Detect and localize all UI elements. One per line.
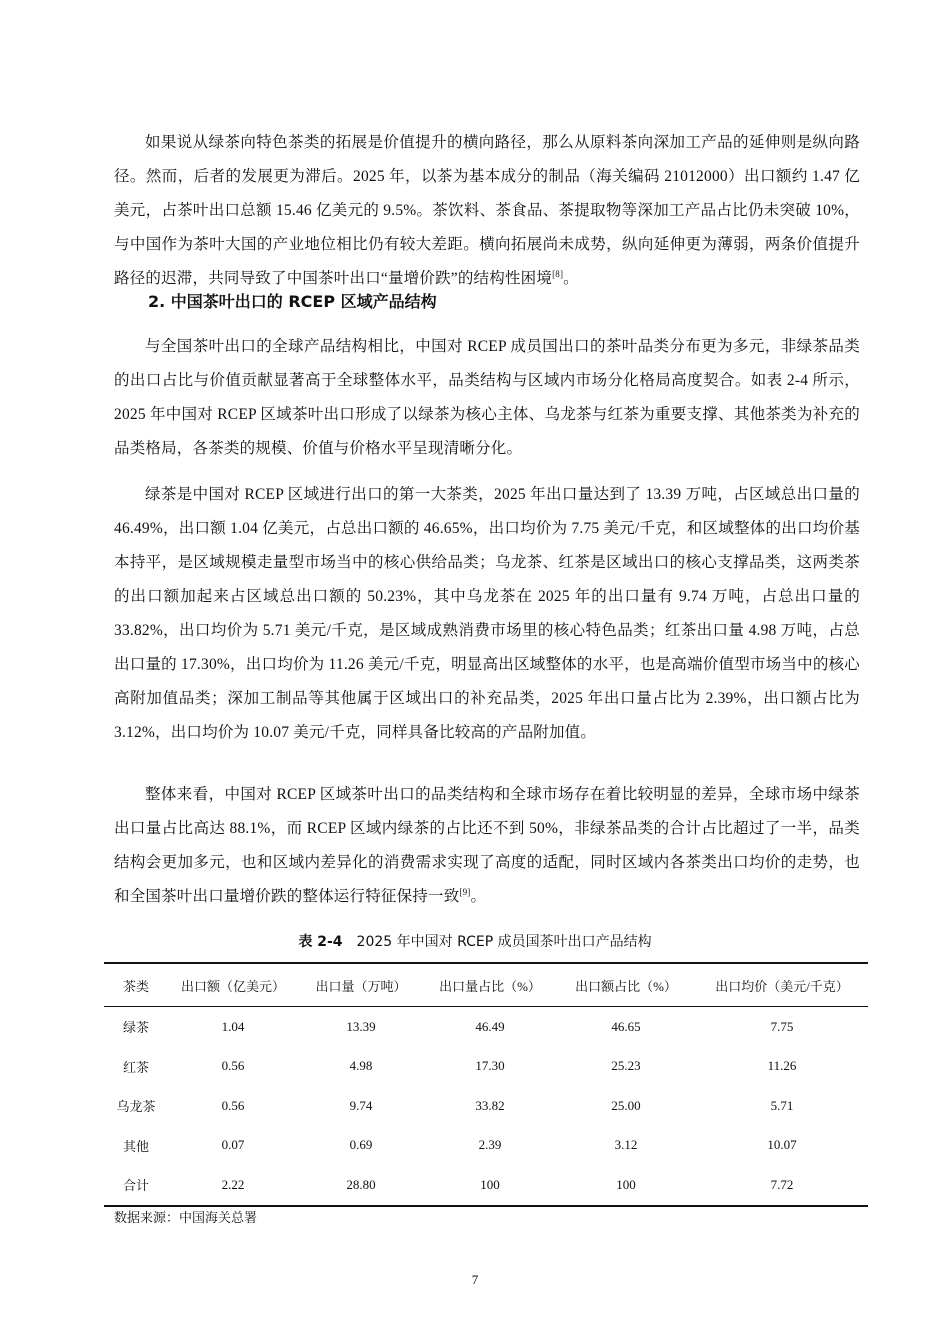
table-row bbox=[104, 1126, 868, 1166]
header-value-share: 出口额占比（%） bbox=[556, 963, 696, 1007]
table-cell: 乌龙茶 bbox=[116, 1099, 156, 1115]
table-cell: 4.98 bbox=[349, 1058, 373, 1074]
table-cell: 0.69 bbox=[349, 1137, 373, 1153]
paragraph-category-detail bbox=[114, 478, 860, 750]
citation-ref[interactable]: [9] bbox=[459, 887, 471, 897]
table-cell: 46.65 bbox=[611, 1018, 641, 1034]
table-cell: 46.49 bbox=[475, 1018, 505, 1034]
section-heading: 2. 中国茶叶出口的 RCEP 区域产品结构 bbox=[148, 292, 437, 311]
export-structure-table bbox=[104, 962, 868, 1207]
page-number: 7 bbox=[471, 1272, 479, 1287]
header-export-volume: 出口量（万吨） bbox=[298, 963, 424, 1007]
table-cell: 绿茶 bbox=[122, 1020, 149, 1036]
table-cell: 红茶 bbox=[122, 1059, 149, 1075]
paragraph-summary bbox=[114, 778, 860, 914]
paragraph-end: 。 bbox=[470, 888, 487, 905]
header-category: 茶类 bbox=[104, 963, 168, 1007]
table-cell: 其他 bbox=[122, 1138, 149, 1154]
table-cell: 28.80 bbox=[298, 1165, 424, 1206]
table-cell: 2.39 bbox=[478, 1137, 502, 1153]
paragraph-text: 绿茶是中国对 RCEP 区域进行出口的第一大茶类，2025 年出口量达到了 13.39 万吨，占区域总出口量的 46.49%，出口额 1.04 亿美元，占总出口额的 46.65%，出口均价为 7.75 美元/千克，和区域整体的出口均价基本持平，是区域规模走量型市场当中的核心供给品类；乌龙茶、红茶是区域出口的核心支撑品类，这两类茶的出口额加起来占区域总出口额的 50.23%，其中乌龙茶在 2025 年的出口量有 9.74 万吨，占总出口量的 33.82%，出口均价为 5.71 美元/千克，是区域成熟消费市场里的核心特色品类；红茶出口量 4.98 万吨，占总出口量的 17.30%，出口均价为 11.26 美元/千克，明显高出区域整体的水平，也是高端价值型市场当中的核心高附加值品类；深加工制品等其他属于区域出口的补充品类，2025 年出口量占比为 2.39%，出口额占比为 3.12%，出口均价为 10.07 美元/千克，同样具备比较高的产品附加值。 bbox=[114, 486, 860, 741]
table-row bbox=[104, 1086, 868, 1126]
table-row bbox=[104, 1047, 868, 1087]
citation-ref[interactable]: [8] bbox=[552, 269, 564, 279]
table-caption-title: 2025 年中国对 RCEP 成员国茶叶出口产品结构 bbox=[356, 934, 652, 950]
table-total-row bbox=[104, 1165, 868, 1206]
paragraph-value-path bbox=[114, 126, 860, 296]
table-cell: 13.39 bbox=[346, 1018, 376, 1034]
header-export-value: 出口额（亿美元） bbox=[168, 963, 298, 1007]
table-cell: 7.75 bbox=[770, 1018, 794, 1034]
table-source-note: 数据来源：中国海关总署 bbox=[114, 1210, 258, 1225]
table-cell: 5.71 bbox=[770, 1097, 794, 1113]
table-cell: 2.22 bbox=[168, 1165, 298, 1206]
table-cell: 1.04 bbox=[221, 1018, 245, 1034]
table-cell: 合计 bbox=[104, 1165, 168, 1206]
paragraph-rcep-overview bbox=[114, 330, 860, 466]
table-cell: 100 bbox=[424, 1165, 556, 1206]
table-cell: 9.74 bbox=[349, 1097, 373, 1113]
table-header-row bbox=[104, 963, 868, 1007]
table-caption bbox=[0, 930, 950, 954]
table-cell: 10.07 bbox=[767, 1137, 797, 1153]
paragraph-text: 与全国茶叶出口的全球产品结构相比，中国对 RCEP 成员国出口的茶叶品类分布更为多元，非绿茶品类的出口占比与价值贡献显著高于全球整体水平，品类结构与区域内市场分化格局高度契合。如表 2-4 所示，2025 年中国对 RCEP 区域茶叶出口形成了以绿茶为核心主体、乌龙茶与红茶为重要支撑、其他茶类为补充的品类格局，各茶类的规模、价值与价格水平呈现清晰分化。 bbox=[114, 338, 860, 457]
header-volume-share: 出口量占比（%） bbox=[424, 963, 556, 1007]
table-cell: 25.00 bbox=[611, 1097, 641, 1113]
header-unit-price: 出口均价（美元/千克） bbox=[696, 963, 868, 1007]
paragraph-text: 整体来看，中国对 RCEP 区域茶叶出口的品类结构和全球市场存在着比较明显的差异，全球市场中绿茶出口量占比高达 88.1%，而 RCEP 区域内绿茶的占比还不到 50%，非绿茶品类的合计占比超过了一半，品类结构会更加多元，也和区域内差异化的消费需求实现了高度的适配，同时区域内各茶类出口均价的走势，也和全国茶叶出口量增价跌的整体运行特征保持一致 bbox=[114, 786, 860, 905]
table-cell: 11.26 bbox=[767, 1058, 797, 1074]
table-cell: 0.56 bbox=[221, 1058, 245, 1074]
table-cell: 17.30 bbox=[475, 1058, 505, 1074]
table-cell: 0.56 bbox=[221, 1097, 245, 1113]
paragraph-end: 。 bbox=[563, 270, 579, 287]
table-cell: 100 bbox=[556, 1165, 696, 1206]
table-cell: 25.23 bbox=[611, 1058, 641, 1074]
table-cell: 0.07 bbox=[221, 1137, 245, 1153]
table-cell: 33.82 bbox=[475, 1097, 505, 1113]
table-caption-number: 表 2-4 bbox=[298, 934, 343, 950]
table-cell: 3.12 bbox=[614, 1137, 638, 1153]
table-cell: 7.72 bbox=[696, 1165, 868, 1206]
table-row bbox=[104, 1007, 868, 1047]
paragraph-text: 如果说从绿茶向特色茶类的拓展是价值提升的横向路径，那么从原料茶向深加工产品的延伸则是纵向路径。然而，后者的发展更为滞后。2025 年，以茶为基本成分的制品（海关编码 21012000）出口额约 1.47 亿美元，占茶叶出口总额 15.46 亿美元的 9.5%。茶饮料、茶食品、茶提取物等深加工产品占比仍未突破 10%，与中国作为茶叶大国的产业地位相比仍有较大差距。横向拓展尚未成势，纵向延伸更为薄弱，两条价值提升路径的迟滞，共同导致了中国茶叶出口“量增价跌”的结构性困境 bbox=[114, 134, 860, 287]
